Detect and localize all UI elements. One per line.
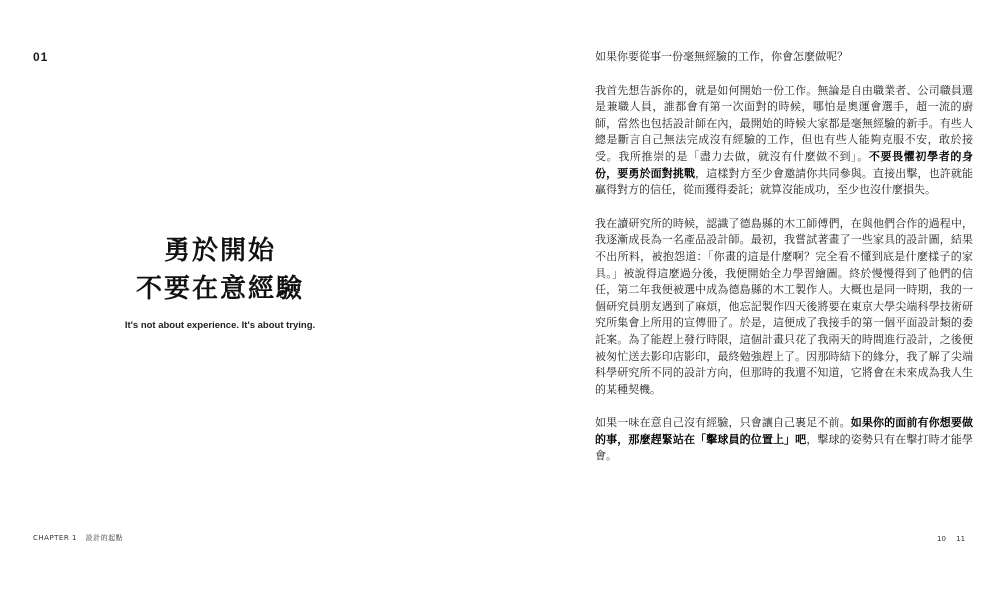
running-footer	[33, 533, 129, 543]
paragraph-3	[595, 216, 973, 399]
paragraph-4	[595, 415, 973, 465]
chapter-subtitle: It's not about experience. It's about trying.	[124, 320, 316, 331]
chapter-title-line-1: 勇於開始	[163, 236, 276, 266]
page-number-right: 11	[956, 535, 966, 543]
paragraph-text: ，這樣對方至少會邀請你共同參與。直接出擊，也許就能贏得對方的信任，從而獲得委託；就算沒能成功，至少也沒什麼損失。	[595, 166, 974, 197]
chapter-title-block	[100, 232, 340, 331]
paragraph-2	[595, 83, 973, 199]
page-numbers	[937, 535, 973, 543]
paragraph-text: 我在讀研究所的時候，認識了德島縣的木工師傅們，在與他們合作的過程中，我逐漸成長為一名產品設計師。最初，我嘗試著畫了一些家具的設計圖，結果不出所料，被抱怨道：「你畫的這是什麼啊？完全看不懂到底是什麼樣子的家具。」被說得這麼過分後，我便開始全力學習繪圖。終於慢慢得到了他們的信任，第二年我便被選中成為德島縣的木工製作人。大概也是同一時期，我的一個研究員朋友遇到了麻煩，他忘記製作四天後將要在東京大學尖端科學技術研究所集會上所用的宣傳冊了。於是，這便成了我接手的第一個平面設計類的委託案。為了能趕上發行時限，這個計畫只花了我兩天的時間進行設計，之後便被匆忙送去影印店影印，最終勉強趕上了。因那時結下的緣分，我了解了尖端科學研究所不同的設計方向，但那時的我還不知道，它將會在未來成為我人生的某種契機。	[595, 216, 973, 396]
chapter-title-line-2: 不要在意經驗	[135, 274, 304, 304]
body-text-column	[595, 49, 973, 482]
paragraph-1	[595, 49, 973, 66]
page-number-left: 10	[937, 535, 946, 543]
paragraph-text: 如果一味在意自己沒有經驗，只會讓自己裹足不前。	[595, 416, 851, 430]
paragraph-text: 我首先想告訴你的，就是如何開始一份工作。無論是自由職業者、公司職員還是兼職人員，誰都會有第一次面對的時候，哪怕是奧運會選手，超一流的廚師，當然也包括設計師在內，最開始的時候大家都是毫無經驗的新手。有些人總是斷言自己無法完成沒有經驗的工作，但也有些人能夠克服不安，敢於接受。我所推崇的是「盡力去做，就沒有什麼做不到」。	[595, 83, 973, 163]
paragraph-text: ，擊球的姿勢只有在擊打時才能學會。	[595, 432, 974, 463]
emphasis-text: 如果你的面前有你想要做的事，那麼趕緊站在「擊球員的位置上」吧	[595, 416, 974, 446]
section-number: 01	[33, 50, 49, 64]
emphasis-text: 不要畏懼初學者的身份，要勇於面對挑戰	[595, 149, 973, 180]
paragraph-text: 如果你要從事一份毫無經驗的工作，你會怎麼做呢？	[595, 50, 848, 63]
section-label: 設計的起點	[85, 534, 124, 542]
chapter-label: CHAPTER 1	[33, 534, 77, 542]
